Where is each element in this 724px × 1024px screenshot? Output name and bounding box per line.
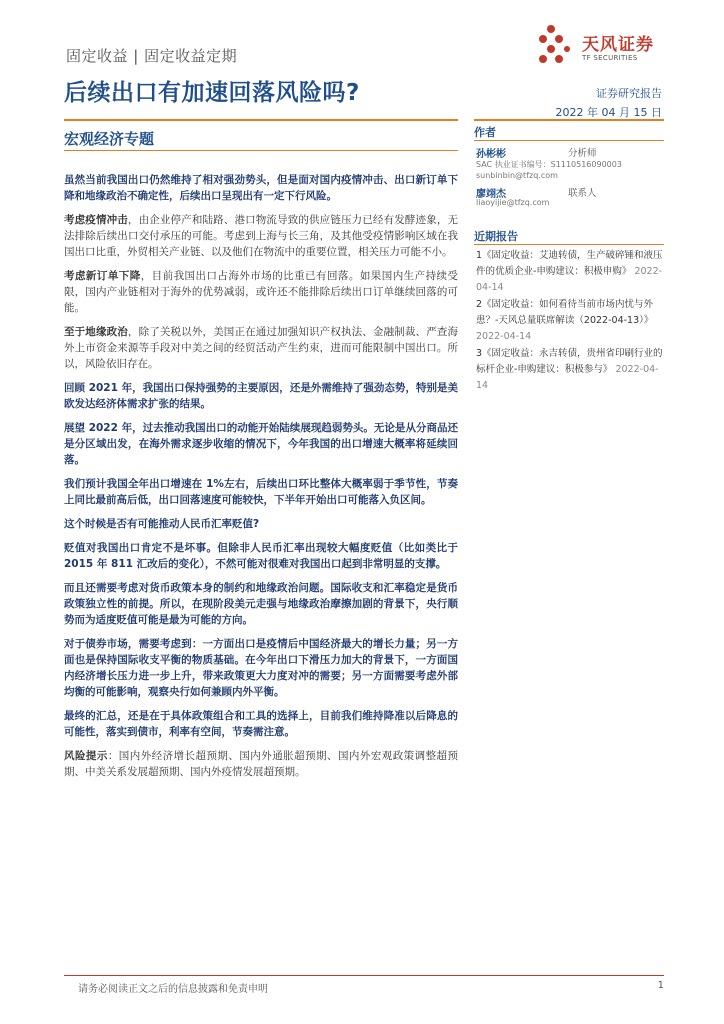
recent-report-item[interactable] [476,248,666,296]
recent-report-title[interactable]: 2《固定收益：如何看待当前市场内忧与外患？-天风总量联席解读（2022-04-13）》 [476,299,654,326]
paragraph-lead: 考虑疫情冲击 [64,214,128,226]
recent-report-date: 2022-04-14 [476,364,659,391]
logo-english-name: TF SECURITIES [582,54,638,62]
body-paragraph [64,212,458,260]
summary-paragraph: 虽然当前我国出口仍然维持了相对强劲势头，但是面对国内疫情冲击、出口新订单下降和地缘政治不确定性，后续出口呈现出有一定下行风险。 [64,174,458,202]
body-paragraph [64,636,458,700]
paragraph-text: ，除了关税以外，美国正在通过加强知识产权执法、金融制裁、严查海外上市资金来源等手段对中美之间的经贸活动产生约束，进而可能限制中国出口。所以，风险依旧存在。 [64,326,459,370]
paragraph-lead: 考虑新订单下降 [64,270,141,282]
report-subtitle: 宏观经济专题 [64,130,155,148]
authors-divider [474,140,664,141]
recent-divider [474,244,664,245]
body-paragraph: 最终的汇总，还是在于具体政策组合和工具的选择上，目前我们维持降准以后降息的可能性，落实到债市，利率有空间，节奏需注意。 [64,710,458,738]
paragraph-text: ，目前我国出口占海外市场的比重已有回落。如果国内生产持续受限，国内产业链相对于海外的优势减弱，或许还不能排除后续出口订单继续回落的可能。 [64,270,459,314]
recent-report-date: 2022-04-14 [476,331,532,342]
recent-report-item[interactable] [476,346,666,394]
recent-reports-heading: 近期报告 [474,230,518,243]
body-paragraph: 而且还需要考虑对货币政策本身的制约和地缘政治问题。国际收支和汇率稳定是货币政策独立性的前提。所以，在现阶段美元走强与地缘政治摩擦加剧的背景下，央行顺势而为适度贬值可能是最为可能的方向。 [64,582,458,626]
paragraph-text: ，由企业停产和陆路、港口物流导致的供应链压力已经有发酵迹象，无法排除后续出口交付承压的可能。考虑到上海与长三角，及其他受疫情影响区域在我国出口比重，外贸相关产业链、以及他们在物流中的重要位置，相关压力可能不小。 [64,214,459,258]
paragraph-text: ，过去推动我国出口的动能开始陆续展现趋弱势头。无论是从分商品还是分区域出发，在海外需求逐步收缩的情况下，今年我国的出口增速大概率将延续回落。 [64,422,458,466]
author-role: 分析师 [568,148,597,159]
page-title: 后续出口有加速回落风险吗? [64,80,360,106]
paragraph-lead: 回顾 2021 年 [64,382,133,394]
risk-text: ：国内外经济增长超预期、国内外通胀超预期、国内外宏观政策调整超预期、中美关系发展超预期、国内外疫情发展超预期。 [64,750,459,778]
author-email[interactable]: liaoyijie@tfzq.com [476,198,550,207]
body-paragraph [64,324,458,372]
sidebar-divider [474,119,664,121]
recent-report-item[interactable] [476,297,666,345]
authors-heading: 作者 [474,126,496,139]
risk-lead: 风险提示 [64,750,108,762]
paragraph-lead: 展望 2022 年 [64,422,133,434]
body-paragraph [64,268,458,316]
body-paragraph: 贬值对我国出口肯定不是坏事。但除非人民币汇率出现较大幅度贬值（比如类比于 2015 年 811 汇改后的变化），不然可能对很难对我国出口起到非常明显的支撑。 [64,542,458,570]
report-type: 证券研究报告 [596,87,662,100]
risk-paragraph [64,748,458,780]
body-paragraph [64,420,458,468]
paragraph-lead: 对于债券市场，需要考虑到 [64,638,192,650]
recent-report-title[interactable]: 1《固定收益：艾迪转债，生产破碎锤和液压件的优质企业-申购建议：积极申购》 [476,250,663,277]
page-number: 1 [657,980,664,991]
subtitle-divider [64,150,458,151]
body-paragraph: 我们预计我国全年出口增速在 1%左右，后续出口环比整体大概率弱于季节性，节奏上同比最前高后低，出口回落速度可能较快，下半年开始出口可能落入负区间。 [64,478,458,506]
author-name: 廖翊杰 [476,189,506,200]
title-divider [64,119,458,121]
footer-disclaimer: 请务必阅读正文之后的信息披露和免责申明 [78,984,268,995]
paragraph-text: ，我国出口保持强势的主要原因，还是外需维持了强劲态势，特别是美欧发达经济体需求扩张的结果。 [64,382,458,410]
recent-report-date: 2022-04-14 [476,266,663,293]
report-category: 固定收益 | 固定收益定期 [66,47,238,65]
paragraph-text: ：一方面出口是疫情后中国经济最大的增长力量；另一方面也是保持国际收支平衡的物质基础。在今年出口下滑压力加大的背景下，一方面国内经济增长压力进一步上升，带来政策更大力度对冲的需要；另一方面需要考虑外部均衡的可能影响，观察央行如何兼顾内外平衡。 [64,638,459,698]
question-heading: 这个时候是否有可能推动人民币汇率贬值? [64,518,260,530]
paragraph-lead: 至于地缘政治 [64,326,128,338]
logo-chinese-name: 天风证券 [582,35,654,55]
report-body [64,172,458,788]
recent-reports-list [476,248,666,395]
author-email[interactable]: sunbinbin@tfzq.com [476,171,558,180]
recent-report-title[interactable]: 3《固定收益：永吉转债，贵州省印刷行业的标杆企业-申购建议：积极参与》 [476,348,663,375]
footer-divider [64,975,664,976]
author-cert: SAC 执业证书编号：S1110516090003 [476,160,622,169]
body-paragraph [64,380,458,412]
author-name: 孙彬彬 [476,149,506,160]
author-role: 联系人 [568,188,597,199]
report-date: 2022 年 04 月 15 日 [555,106,662,119]
